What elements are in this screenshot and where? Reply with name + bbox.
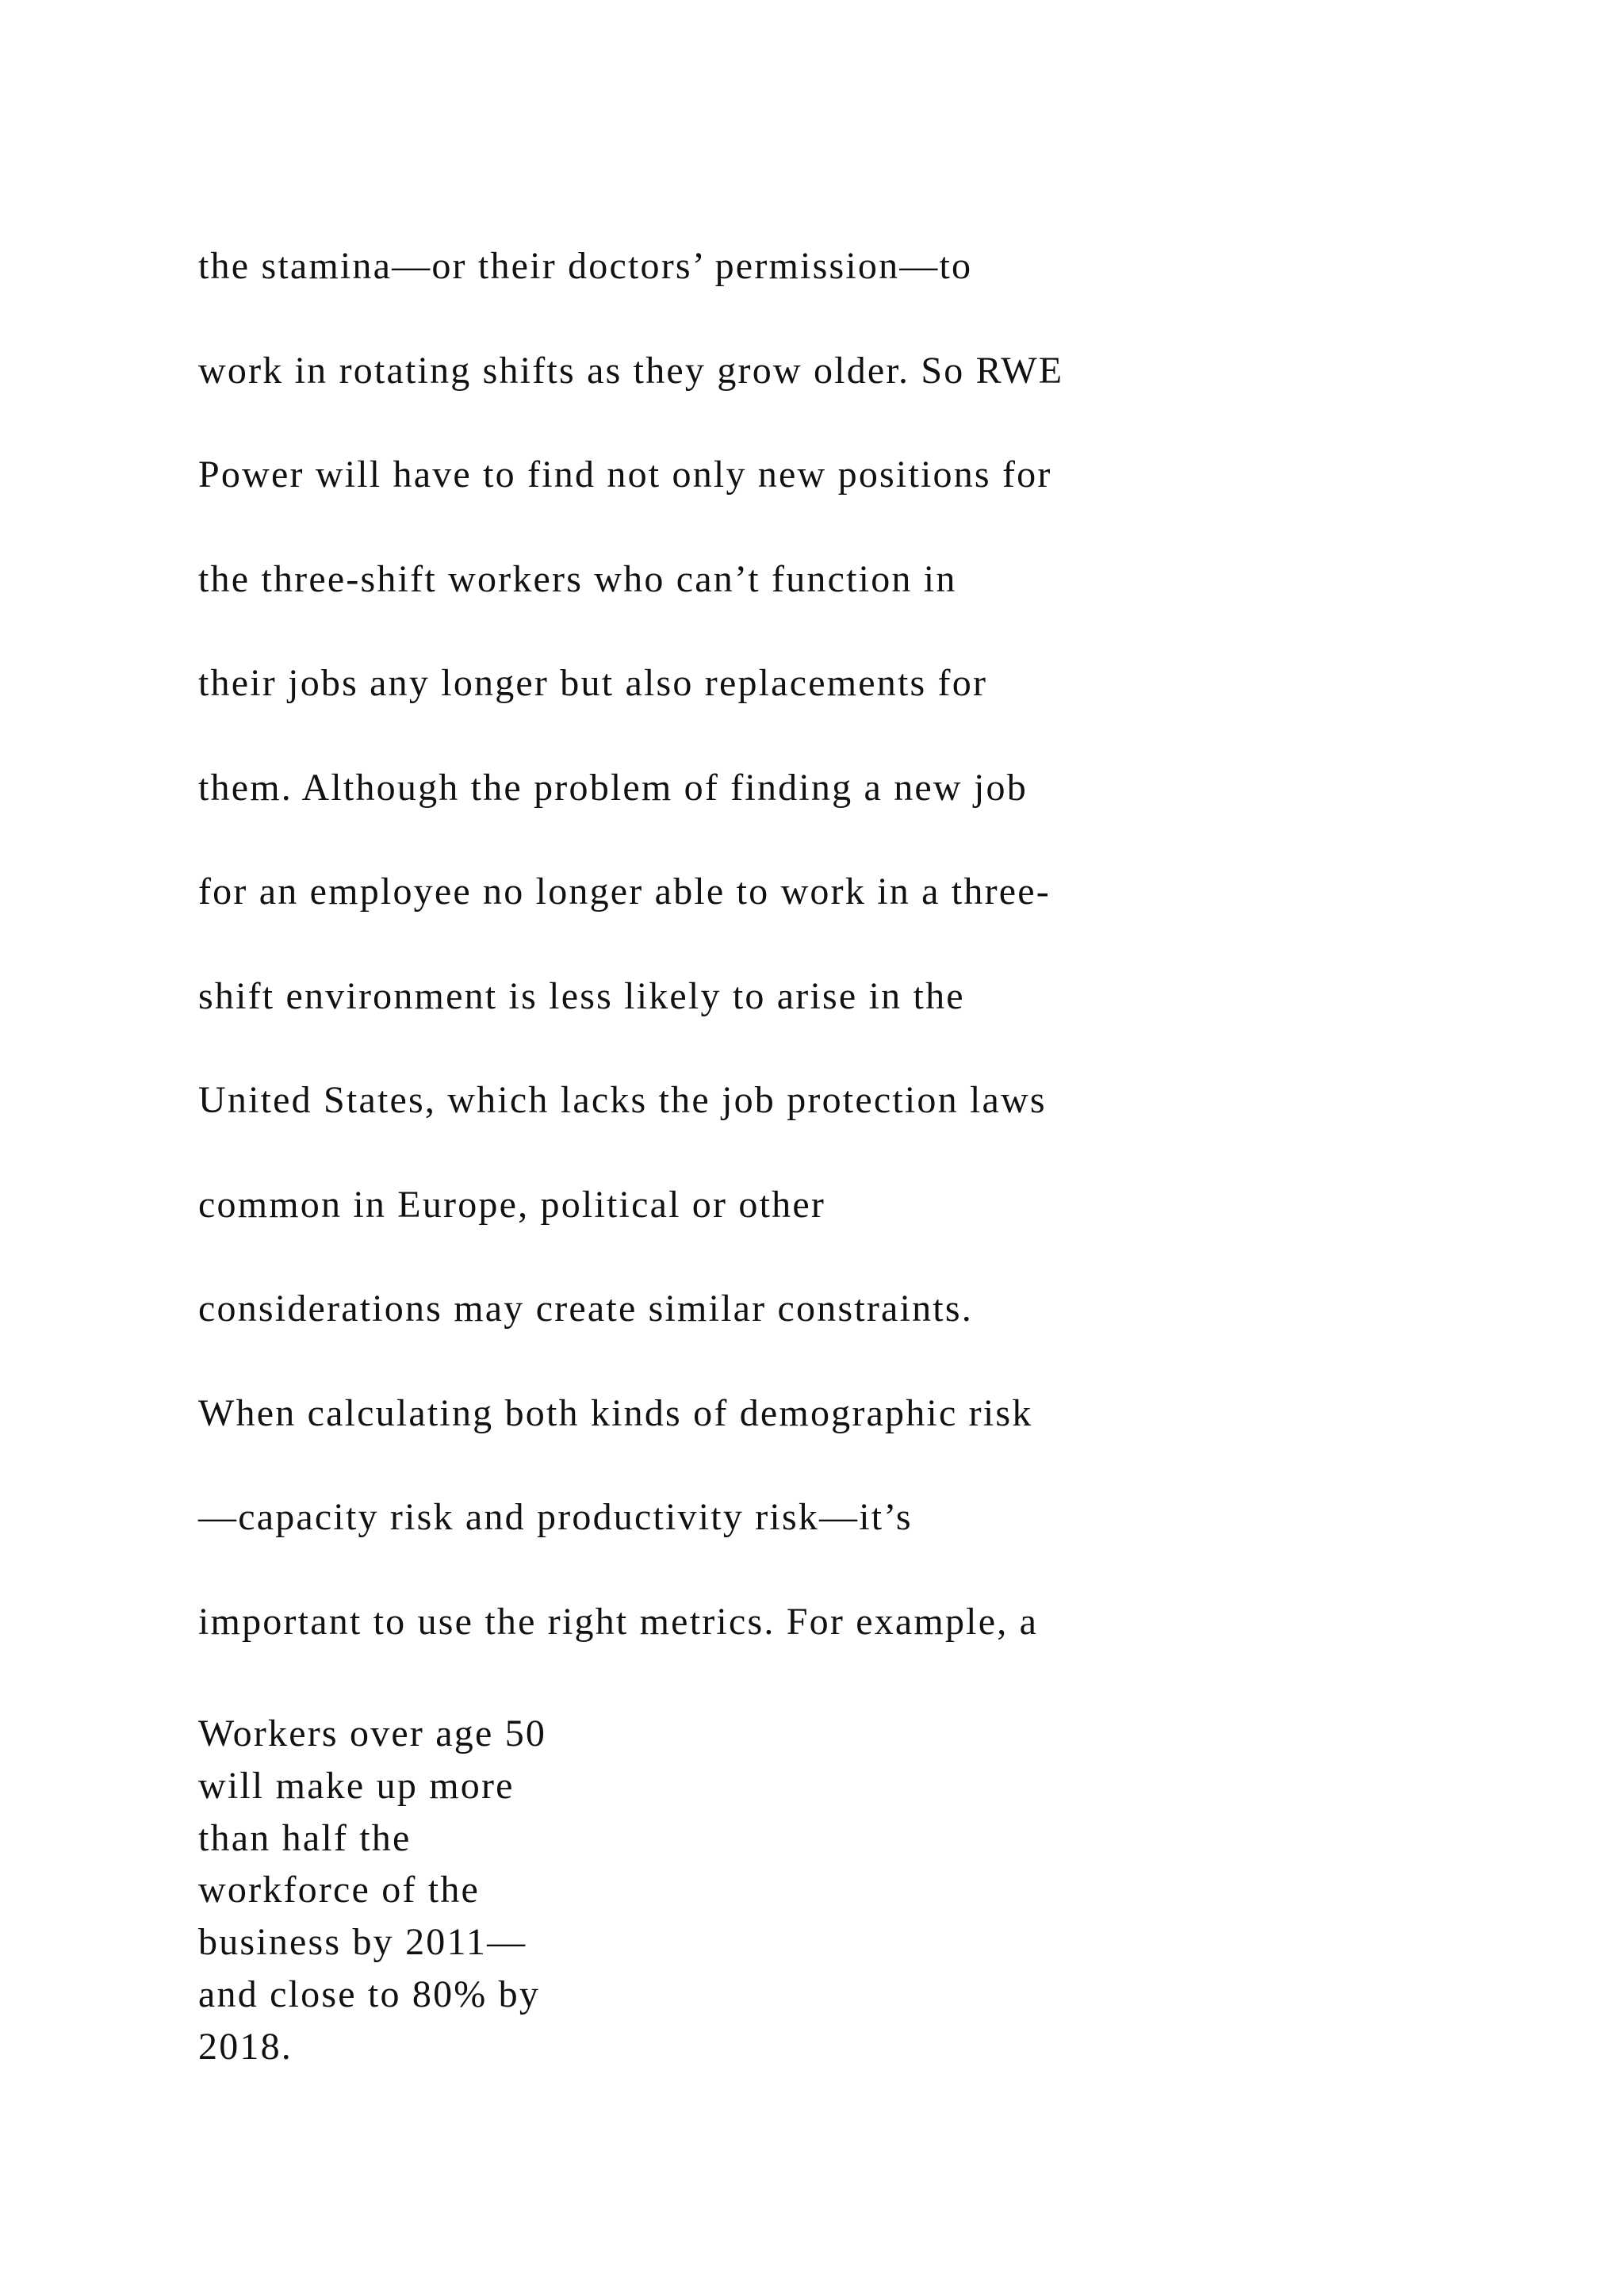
- body-line: them. Although the problem of finding a new job: [198, 766, 1028, 809]
- body-line: the three-shift workers who can’t function in: [198, 557, 957, 600]
- body-line: When calculating both kinds of demographic risk: [198, 1391, 1033, 1434]
- body-line: for an employee no longer able to work in a three-: [198, 871, 1051, 913]
- body-line: common in Europe, political or other: [198, 1183, 826, 1226]
- body-line: the stamina—or their doctors’ permission—to: [198, 245, 973, 287]
- pull-quote: [198, 1708, 833, 2073]
- pull-quote-line: business by 2011—: [198, 1921, 527, 1964]
- body-line: important to use the right metrics. For example, a: [198, 1600, 1039, 1643]
- body-line: United States, which lacks the job protection laws: [198, 1079, 1047, 1121]
- body-line: shift environment is less likely to arise in the: [198, 974, 965, 1017]
- pull-quote-line: will make up more: [198, 1764, 515, 1807]
- pull-quote-line: than half the: [198, 1816, 412, 1859]
- pull-quote-line: Workers over age 50: [198, 1712, 547, 1755]
- body-line: —capacity risk and productivity risk—it’s: [198, 1496, 913, 1538]
- body-line: considerations may create similar constraints.: [198, 1288, 973, 1330]
- pull-quote-line: 2018.: [198, 2025, 293, 2068]
- pull-quote-line: workforce of the: [198, 1869, 481, 1911]
- body-line: Power will have to find not only new positions for: [198, 453, 1052, 496]
- body-text: [198, 247, 1467, 1707]
- body-line: their jobs any longer but also replacements for: [198, 662, 988, 704]
- pull-quote-line: and close to 80% by: [198, 1973, 541, 2015]
- body-line: work in rotating shifts as they grow older. So RWE: [198, 349, 1064, 392]
